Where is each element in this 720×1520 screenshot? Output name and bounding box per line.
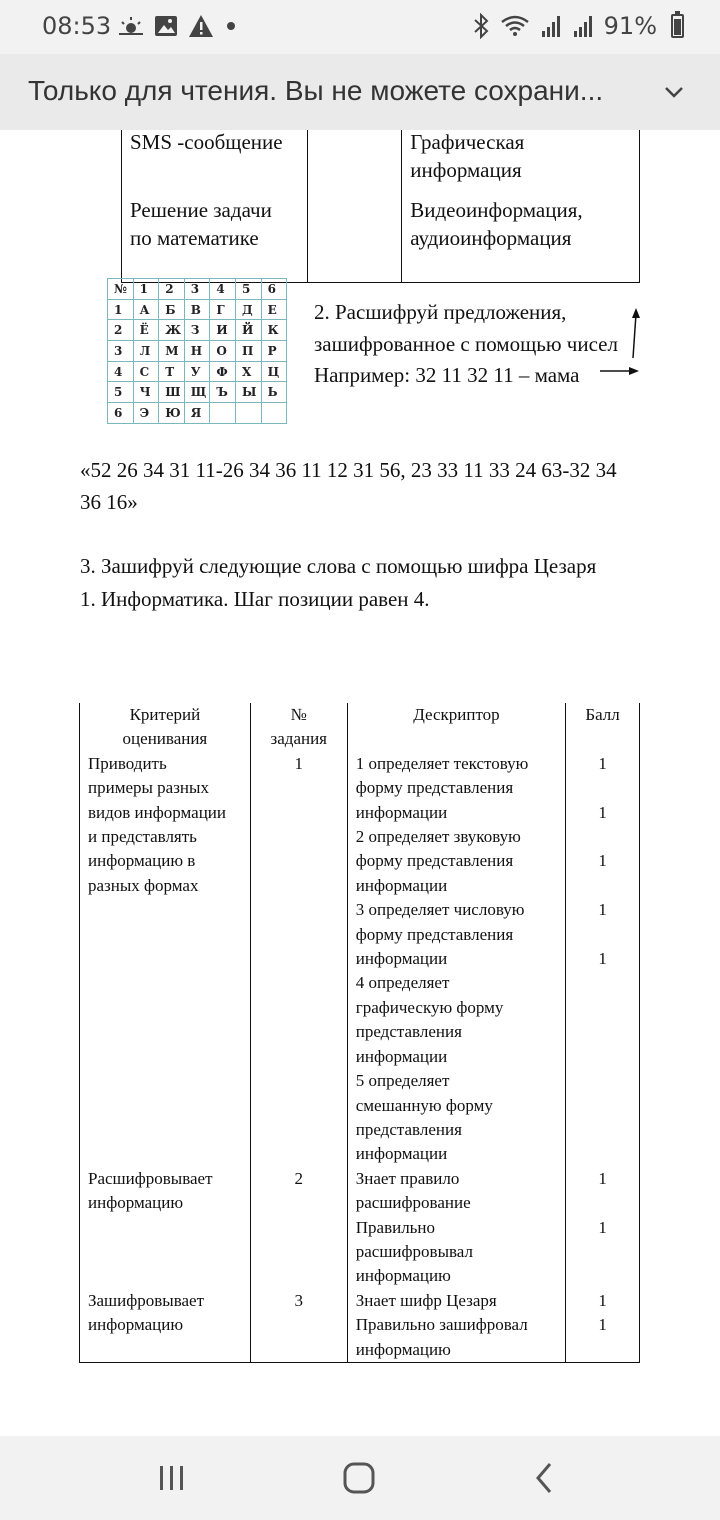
cipher-cell: 1 <box>133 279 159 300</box>
cell-line: примеры разных <box>88 778 209 798</box>
cell-line: 1 <box>598 851 607 871</box>
criterion-cell <box>80 1289 251 1363</box>
cell-line: 1 определяет текстовую <box>355 753 529 773</box>
cell-line: информацию <box>88 1315 184 1335</box>
cipher-row <box>108 279 287 300</box>
task3-line2: 1. Информатика. Шаг позиции равен 4. <box>80 587 430 611</box>
code-line1: «52 26 34 31 11-26 34 36 11 12 31 56, 23 33 11 33 24 63-32 34 <box>80 458 617 482</box>
cell-line: Правильно <box>355 1217 436 1237</box>
cipher-row <box>108 341 287 362</box>
cipher-cell: № <box>108 279 134 300</box>
cell-line: представления <box>355 1022 462 1042</box>
table-header-cell: № задания <box>250 703 347 752</box>
cipher-cell: 5 <box>108 382 134 403</box>
wifi-icon <box>500 14 530 38</box>
cell-line: разных формах <box>88 875 199 895</box>
table-row <box>122 130 640 190</box>
criterion-cell <box>80 752 251 1167</box>
cell-line: 5 определяет <box>355 1071 450 1091</box>
readonly-banner[interactable] <box>0 54 720 130</box>
cipher-cell: 6 <box>261 279 287 300</box>
cipher-cell: 3 <box>108 341 134 362</box>
cipher-cell: 2 <box>159 279 185 300</box>
cell-line: видов информации <box>88 802 226 822</box>
table-cell: Видеоинформация, аудиоинформация <box>402 190 640 282</box>
descriptor-cell <box>347 1167 565 1289</box>
navigation-bar <box>0 1436 720 1520</box>
arrow-icons <box>596 306 646 382</box>
cipher-cell: Ц <box>261 361 287 382</box>
cipher-cell: Ь <box>261 382 287 403</box>
status-time: 08:53 <box>42 12 112 40</box>
cipher-cell: 2 <box>108 320 134 341</box>
cell-line: 1 <box>598 1217 607 1237</box>
cell-line <box>574 874 631 898</box>
cell-line: расшифровывал <box>355 1241 473 1261</box>
cell-line: расшифрование <box>355 1193 471 1213</box>
table-cell <box>307 130 402 190</box>
status-bar <box>0 0 720 54</box>
cipher-cell: Д <box>235 299 261 320</box>
cell-line: информации <box>355 1046 448 1066</box>
cell-line: смешанную форму <box>355 1095 493 1115</box>
table-cell: Графическая информация <box>402 130 640 190</box>
cell-line <box>574 923 631 947</box>
cell-line: 1 <box>598 753 607 773</box>
cell-line: информацию <box>88 1193 184 1213</box>
cipher-cell: Ж <box>159 320 185 341</box>
cipher-cell: О <box>210 341 236 362</box>
table-row <box>80 752 640 1167</box>
cipher-cell: В <box>184 299 210 320</box>
cipher-cell: М <box>159 341 185 362</box>
table-row <box>80 1167 640 1289</box>
cell-line: Правильно зашифровал <box>355 1315 528 1335</box>
criterion-cell <box>80 1167 251 1289</box>
cipher-cell: А <box>133 299 159 320</box>
cipher-cell: Г <box>210 299 236 320</box>
cipher-row <box>108 320 287 341</box>
cell-line: информации <box>355 949 448 969</box>
battery-icon <box>671 14 684 38</box>
home-button[interactable] <box>337 1460 381 1496</box>
cipher-cell: Й <box>235 320 261 341</box>
cell-line: 1 <box>598 1290 607 1310</box>
cipher-cell: Ё <box>133 320 159 341</box>
table-cell: SMS -сообщение <box>122 130 308 190</box>
cipher-cell <box>235 403 261 424</box>
image-icon <box>154 15 178 37</box>
cipher-cell: Ш <box>159 382 185 403</box>
score-cell <box>566 752 640 1167</box>
back-button[interactable] <box>524 1460 568 1496</box>
cipher-cell: Е <box>261 299 287 320</box>
task-number-cell: 1 <box>250 752 347 1167</box>
cipher-cell: Л <box>133 341 159 362</box>
cipher-cell: Ф <box>210 361 236 382</box>
cipher-cell: 5 <box>235 279 261 300</box>
task-number-cell: 3 <box>250 1289 347 1363</box>
cell-line: 1 <box>598 949 607 968</box>
cell-line: форму представления <box>355 924 514 944</box>
signal-icon <box>572 14 594 38</box>
cipher-cell: Ъ <box>210 382 236 403</box>
cell-line: информацию в <box>88 851 196 871</box>
bluetooth-icon <box>472 13 490 39</box>
cell-line: 1 <box>598 802 607 822</box>
cell-line: и представлять <box>88 827 197 847</box>
score-cell <box>566 1167 640 1289</box>
table-row <box>80 1289 640 1363</box>
cell-line: форму представления <box>355 851 514 871</box>
code-line2: 36 16» <box>80 490 138 514</box>
cell-line: представления <box>355 1119 462 1139</box>
cell-line: форму представления <box>355 778 514 798</box>
notification-icons <box>118 14 238 38</box>
cell-line: информации <box>355 875 448 895</box>
table-row <box>122 190 640 282</box>
cipher-cell: Ы <box>235 382 261 403</box>
readonly-message: Только для чтения. Вы не можете сохрани... <box>28 75 604 106</box>
cell-line: Приводить <box>88 753 167 773</box>
weather-icon <box>118 14 144 38</box>
cell-line: информацию <box>355 1339 451 1359</box>
cell-line: 2 определяет звуковую <box>355 827 521 847</box>
cell-line <box>574 1191 631 1215</box>
cipher-row <box>108 382 287 403</box>
cell-line: 1 <box>598 1315 607 1335</box>
cell-line: 1 <box>598 1168 607 1188</box>
cipher-row <box>108 361 287 382</box>
table-header-cell: Дескриптор <box>347 703 565 752</box>
cipher-cell: 4 <box>108 361 134 382</box>
task3-line1: 3. Зашифруй следующие слова с помощью шифра Цезаря <box>80 554 597 578</box>
cipher-cell: Б <box>159 299 185 320</box>
cipher-cell: Ю <box>159 403 185 424</box>
cipher-cell: 3 <box>184 279 210 300</box>
task2-line1: 2. Расшифруй предложения, <box>314 300 567 324</box>
cell-line: 3 определяет числовую <box>355 900 525 920</box>
recent-apps-button[interactable] <box>150 1460 194 1496</box>
cipher-cell: 6 <box>108 403 134 424</box>
score-cell <box>566 1289 640 1363</box>
cipher-cell: Э <box>133 403 159 424</box>
chevron-down-icon[interactable] <box>664 82 684 102</box>
cipher-cell: И <box>210 320 236 341</box>
cell-line <box>574 825 631 849</box>
cell-line: информацию <box>355 1266 451 1286</box>
cell-line: Расшифровывает <box>88 1168 213 1188</box>
dot-icon <box>224 19 238 33</box>
cipher-row <box>108 403 287 424</box>
cipher-cell: 4 <box>210 279 236 300</box>
cell-line: Зашифровывает <box>88 1290 205 1310</box>
cell-line: информации <box>355 802 448 822</box>
cipher-cell: 1 <box>108 299 134 320</box>
cipher-cell: К <box>261 320 287 341</box>
document-view[interactable] <box>0 130 720 1436</box>
cipher-cell: Я <box>184 403 210 424</box>
battery-percent: 91% <box>603 12 657 40</box>
cipher-cell: У <box>184 361 210 382</box>
cell-line: Знает правило <box>355 1168 460 1188</box>
cipher-cell: Т <box>159 361 185 382</box>
cipher-row <box>108 299 287 320</box>
table-header-cell: Балл <box>566 703 640 752</box>
task2-example: Например: 32 11 32 11 – мама <box>314 363 580 387</box>
cipher-cell: З <box>184 320 210 341</box>
cipher-cell: П <box>235 341 261 362</box>
task-number-cell: 2 <box>250 1167 347 1289</box>
cipher-cell: Р <box>261 341 287 362</box>
warning-icon <box>188 14 214 38</box>
descriptor-cell <box>347 752 565 1167</box>
descriptor-cell <box>347 1289 565 1363</box>
cell-line <box>574 776 631 800</box>
criteria-table <box>79 703 640 1363</box>
cipher-cell <box>261 403 287 424</box>
cipher-cell <box>210 403 236 424</box>
cell-line: информации <box>355 1144 448 1164</box>
top-table <box>121 130 640 283</box>
table-header-row <box>80 703 640 752</box>
cipher-cell: Х <box>235 361 261 382</box>
signal-icon <box>540 14 562 38</box>
table-cell: Решение задачи по математике <box>122 190 308 282</box>
cell-line: графическую форму <box>355 997 504 1017</box>
cell-line: 4 определяет <box>355 973 450 993</box>
cell-line: Знает шифр Цезаря <box>355 1290 497 1310</box>
task2-line2: зашифрованное с помощью чисел <box>314 332 618 356</box>
table-cell <box>307 190 402 282</box>
table-header-cell: Критерий оценивания <box>80 703 251 752</box>
cipher-table <box>107 278 287 424</box>
cipher-cell: Ч <box>133 382 159 403</box>
cipher-cell: С <box>133 361 159 382</box>
cipher-cell: Щ <box>184 382 210 403</box>
system-icons <box>472 12 684 40</box>
cell-line: 1 <box>598 900 607 920</box>
cipher-cell: Н <box>184 341 210 362</box>
